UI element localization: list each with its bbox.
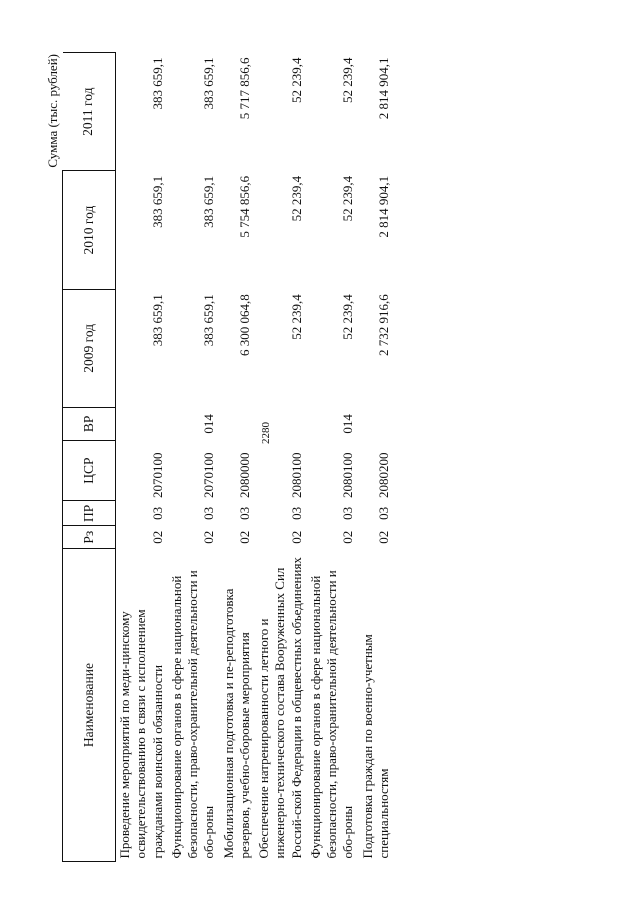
row-vr: 014: [201, 414, 217, 434]
units-caption: Сумма (тыс. рублей): [45, 54, 60, 168]
table-row: [359, 53, 395, 862]
row-csr: 2080100: [340, 452, 356, 498]
row-2010: 5 754 856,6: [236, 175, 252, 238]
table-header: [63, 53, 116, 862]
row-csr: 2080100: [288, 452, 304, 498]
row-pr: 03: [288, 506, 304, 520]
row-2010: 383 659,1: [201, 175, 217, 228]
row-rz: 02: [201, 530, 217, 544]
page-number: 2280: [260, 422, 272, 444]
table-row: [220, 53, 256, 862]
row-name: Мобилизационная подготовка и пе-реподготовка резервов, учебно-сборовые мероприятия: [220, 588, 252, 859]
table-body: [116, 53, 395, 862]
row-rz: 02: [375, 530, 391, 544]
row-vr: [116, 408, 168, 441]
header-vr: ВР: [63, 408, 116, 441]
header-pr: ПР: [63, 501, 116, 526]
row-2010: 52 239,4: [288, 175, 304, 222]
row-rz: 02: [149, 530, 165, 544]
row-csr: 2070100: [149, 452, 165, 498]
row-name: Обеспечение натренированности летного и инженерно-технического состава Вооруженных Сил Россий-ской Федерации в общевестных объединениях: [256, 557, 304, 859]
row-2011: 52 239,4: [340, 57, 356, 103]
row-csr: 2070100: [201, 452, 217, 498]
row-vr: [359, 408, 395, 441]
row-2011: 383 659,1: [201, 57, 217, 110]
table-row: [255, 53, 307, 862]
header-name: Наименование: [63, 549, 116, 862]
row-name: Проведение мероприятий по меди-цинскому освидетельствованию в связи с исполнением гражданами воинской обязанности: [117, 609, 165, 859]
row-2009: 2 732 916,6: [375, 294, 391, 356]
row-2010: 383 659,1: [149, 175, 165, 228]
header-2011: 2011 год: [63, 53, 116, 171]
row-pr: 03: [149, 506, 165, 520]
budget-table: [62, 52, 394, 862]
row-2009: 52 239,4: [340, 294, 356, 340]
row-rz: 02: [340, 530, 356, 544]
row-vr: 014: [340, 414, 356, 434]
row-2010: 52 239,4: [340, 175, 356, 222]
rotated-page-content: [44, 52, 514, 862]
row-2011: 2 814 904,1: [375, 57, 391, 120]
row-2009: 383 659,1: [149, 294, 165, 347]
row-rz: 02: [236, 530, 252, 544]
row-csr: 2080000: [236, 452, 252, 498]
row-name: Функционирование органов в сфере национальной безопасности, право-охранительной деятельности и обо-роны: [168, 570, 217, 859]
row-2010: 2 814 904,1: [375, 175, 391, 238]
row-pr: 03: [375, 506, 391, 520]
table-row: [116, 53, 168, 862]
row-rz: 02: [288, 530, 304, 544]
row-vr: [220, 408, 256, 441]
row-name: Подготовка граждан по военно-учетным специальностям: [359, 634, 391, 859]
header-2009: 2009 год: [63, 289, 116, 407]
row-vr: [255, 408, 307, 441]
row-csr: 2080200: [375, 452, 391, 498]
header-rz: Рз: [63, 526, 116, 549]
row-2011: 52 239,4: [288, 57, 304, 103]
row-pr: 03: [236, 506, 252, 520]
row-name: Функционирование органов в сфере национальной безопасности, право-охранительной деятельности и обо-роны: [307, 570, 356, 859]
row-2009: 383 659,1: [201, 294, 217, 347]
row-2011: 5 717 856,6: [236, 57, 252, 120]
row-pr: 03: [340, 506, 356, 520]
header-2010: 2010 год: [63, 171, 116, 289]
header-csr: ЦСР: [63, 440, 116, 501]
row-2009: 52 239,4: [288, 294, 304, 340]
row-2011: 383 659,1: [149, 57, 165, 110]
table-row: [307, 53, 359, 862]
row-2009: 6 300 064,8: [236, 294, 252, 356]
table-row: [168, 53, 220, 862]
row-pr: 03: [201, 506, 217, 520]
